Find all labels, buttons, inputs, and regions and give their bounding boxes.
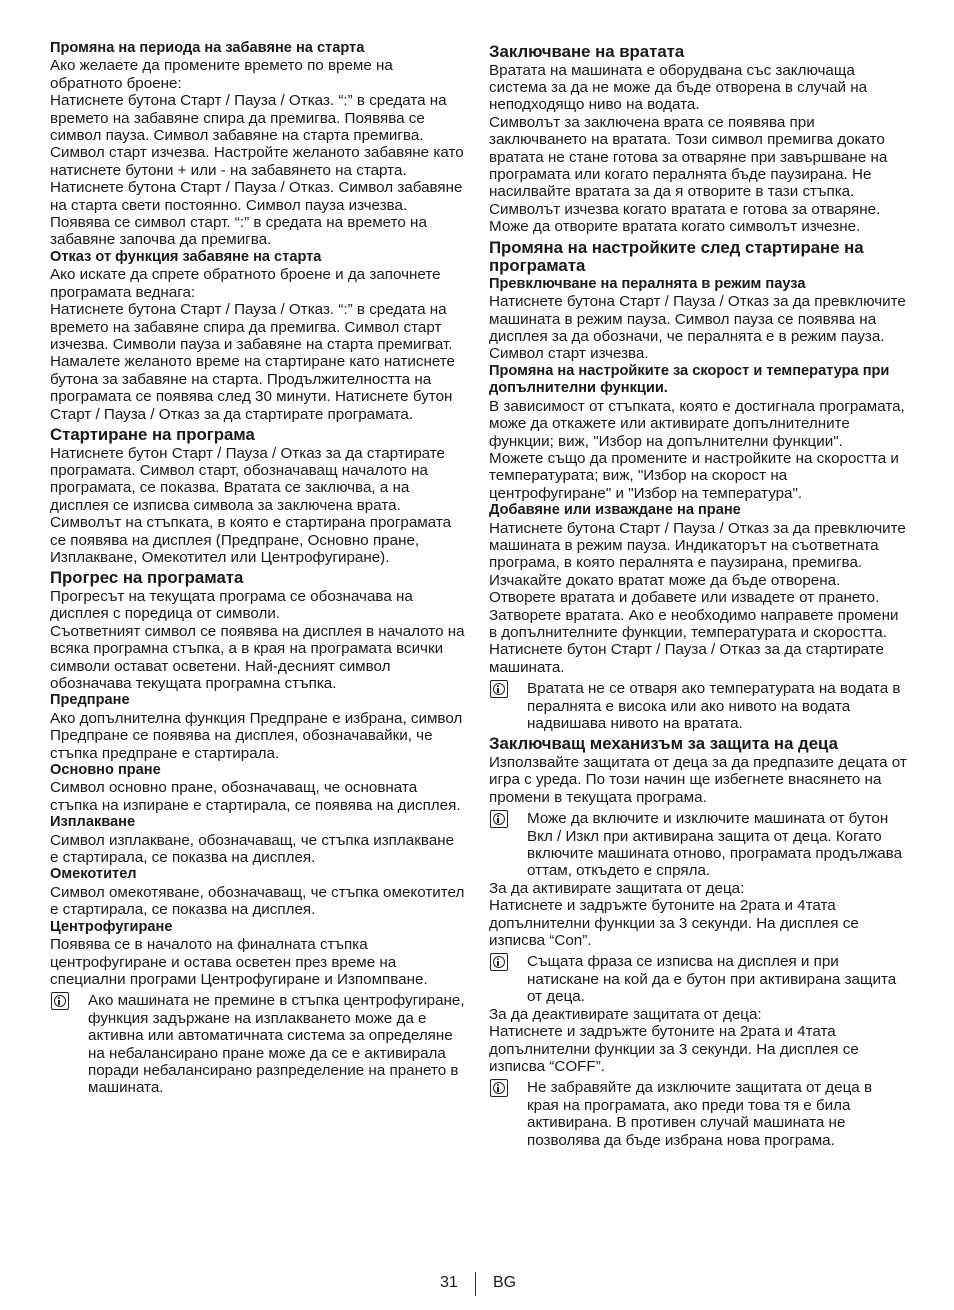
paragraph: Можете също да промените и настройките на скоростта и температурата; виж, "Избор на скорост на центрофугиране" и "Избор на температура". [489, 449, 899, 502]
info-icon [490, 1079, 508, 1097]
subsection-heading: Омекотител [50, 866, 137, 883]
info-note-text: Същата фраза се изписва на дисплея и при натискане на кой да е бутон при активирана защита от деца. [527, 953, 897, 1006]
subsection-heading: Изплакване [50, 814, 136, 831]
info-note-text: Ако машината не премине в стъпка центрофугиране, функция задържане на изплакването може да е активна или автоматичната система за определяне на небалансирано пране може да се е активирала поради небалансирано разпределение на прането в машината. [88, 992, 465, 1097]
footer-divider [475, 1272, 476, 1296]
info-icon [490, 953, 508, 971]
paragraph: Ако искате да спрете обратното броене и да започнете програмата веднага: [50, 266, 441, 301]
paragraph: Използвайте защитата от деца за да предпазите децата от игра с уреда. По този начин ще избегнете внасянето на промени в текущата програма. [489, 754, 907, 806]
info-icon [490, 680, 508, 698]
paragraph: Отворете вратата и добавете или извадете от прането. Затворете вратата. Ако е необходимо направете промени в допълнителните функции, температурата и скоростта. Натиснете бутон Старт / Пауза / Отказ за да стартирате машината. [489, 589, 899, 676]
paragraph: Символ изплакване, обозначаващ, че стъпка изплакване е стартирала, се показва на дисплея. [50, 831, 455, 867]
page-footer [0, 1272, 954, 1298]
info-note [489, 680, 907, 732]
subsection-heading: Промяна на настройките за скорост и температура при допълнителни функции. [489, 362, 890, 397]
info-note [489, 810, 907, 880]
paragraph: Съответният символ се появява на дисплея в началото на всяка програмна стъпка, а в края на програмата всички символи остават осветени. Най-десният символ обозначава текущата програмна стъпка. [50, 622, 465, 692]
paragraph: В зависимост от стъпката, която е достигнала програмата, може да откажете или активирате допълнителните функции; виж, "Избор на допълнителни функции". [489, 397, 905, 450]
info-note-text: Не забравяйте да изключите защитата от деца в края на програмата, ако преди това тя е била активирана. В противен случай машината не позволява да бъде избрана нова програма. [527, 1079, 873, 1149]
paragraph: Символът за заключена врата се появява при заключването на вратата. Този символ премигва докато вратата не стане готова за отваряне при завършване на програмата или когато пералнята бъде паузирана. Не насилвайте вратата за да я отворите в тази стъпка. Символът изчезва когато вратата е готова за отваряне. Може да отворите вратата когато символът изчезне. [489, 113, 888, 236]
paragraph: Появява се в началото на финалната стъпка центрофугиране и остава осветен през време на специални програми Центрофугиране и Изпомпване. [50, 936, 428, 988]
info-icon [490, 810, 508, 828]
info-note [50, 992, 466, 1096]
page-number: 31 [440, 1274, 458, 1291]
subsection-heading: Промяна на периода на забавяне на старта [50, 40, 365, 56]
paragraph: Прогресът на текущата програма се обозначава на дисплея с поредица от символи. [50, 587, 413, 623]
subsection-heading: Добавяне или изваждане на пране [489, 502, 741, 519]
subsection-heading: Центрофугиране [50, 918, 173, 935]
section-heading: Заключване на вратата [489, 42, 685, 61]
paragraph: Натиснете бутона Старт / Пауза / Отказ. “:” в средата на времето на забавяне спира да премигва. Появява се символ пауза. Символ забавяне на старта премигва. Символ старт изчезва. Настройте желаното забавяне като натиснете бутони + или - на забавянето на старта. Натиснете бутона Старт / Пауза / Отказ. Символ забавяне на старта свети постоянно. Символ пауза изчезва. Появява се символ старт. “:” в средата на времето на забавяне започва да премигва. [50, 92, 464, 249]
right-column [489, 40, 907, 1149]
subsection-heading: Предпране [50, 692, 130, 709]
info-note [489, 1079, 907, 1149]
info-note-text: Вратата не се отваря ако температурата на водата в пералнята е висока или ако нивото на водата надвишава нивото на вратата. [527, 680, 901, 732]
section-heading: Заключващ механизъм за защита на деца [489, 734, 838, 754]
paragraph: Натиснете бутона Старт / Пауза / Отказ за да превключите машината в режим пауза. Символ пауза се появява на дисплея за да обозначи, че пералнята е в режим пауза. Символ старт изчезва. [489, 293, 906, 363]
info-note [489, 953, 907, 1005]
paragraph: За да активирате защитата от деца: [489, 879, 745, 897]
paragraph: Натиснете и задръжте бутоните на 2рата и 4тата допълнителни функции за 3 секунди. На дисплея се изписва “COFF”. [489, 1023, 859, 1075]
paragraph: Натиснете бутона Старт / Пауза / Отказ за да превключите машината в режим пауза. Индикаторът на съответната програма, в която пералнята е паузирана, премигва. Изчакайте докато вратат може да бъде отворена. [489, 519, 906, 589]
left-column [50, 40, 466, 1097]
paragraph: Символ омекотяване, обозначаващ, че стъпка омекотител е стартирала, се показва на дисплея. [50, 883, 465, 919]
section-heading: Промяна на настройките след стартиране на програмата [489, 237, 864, 276]
section-heading: Стартиране на програма [50, 424, 255, 444]
paragraph: Натиснете бутона Старт / Пауза / Отказ. “:” в средата на времето на забавяне спира да премигва. Символ старт изчезва. Символи пауза и забавяне на старта премигват. Намалете желаното време на стартиране като натиснете бутона за забавяне на старта. Продължителността на програмата се появява след 30 минути. Натиснете бутон Старт / Пауза / Отказ за да стартирате програмата. [50, 301, 456, 423]
language-code: BG [493, 1274, 517, 1291]
info-icon [51, 992, 69, 1010]
subsection-heading: Основно пране [50, 762, 161, 779]
section-heading: Прогрес на програмата [50, 568, 244, 588]
info-note-text: Може да включите и изключите машината от бутон Вкл / Изкл при активирана защита от деца. Когато включите машината отново, програмата продължава оттам, откъдето е спряла. [527, 810, 903, 880]
paragraph: Натиснете и задръжте бутоните на 2рата и 4тата допълнителни функции за 3 секунди. На дисплея се изписва “Con”. [489, 897, 859, 950]
subsection-heading: Отказ от функция забавяне на старта [50, 248, 322, 265]
paragraph: Натиснете бутон Старт / Пауза / Отказ за да стартирате програмата. Символ старт, обозначаващ началото на програмата, се показва. Вратата се заключва, а на дисплея се изписва символа за заключена врата. Символът на стъпката, в която е стартирана програмата се появява на дисплея (Предпране, Основно пране, Изплакване, Омекотител или Центрофугиране). [50, 444, 452, 566]
paragraph: Вратата на машината е оборудвана със заключаща система за да не може да бъде отворена в случай на неподходящо ниво на водата. [489, 61, 868, 114]
paragraph: За да деактивирате защитата от деца: [489, 1005, 762, 1023]
subsection-heading: Превключване на пералнята в режим пауза [489, 275, 806, 292]
paragraph: Ако допълнителна функция Предпране е избрана, символ Предпране се появява на дисплея, обозначавайки, че стъпка предпране е стартирала. [50, 709, 463, 762]
paragraph: Ако желаете да промените времето по време на обратното броене: [50, 57, 393, 92]
paragraph: Символ основно пране, обозначаващ, че основната стъпка на изпиране е стартирала, се появява на дисплея. [50, 779, 461, 814]
